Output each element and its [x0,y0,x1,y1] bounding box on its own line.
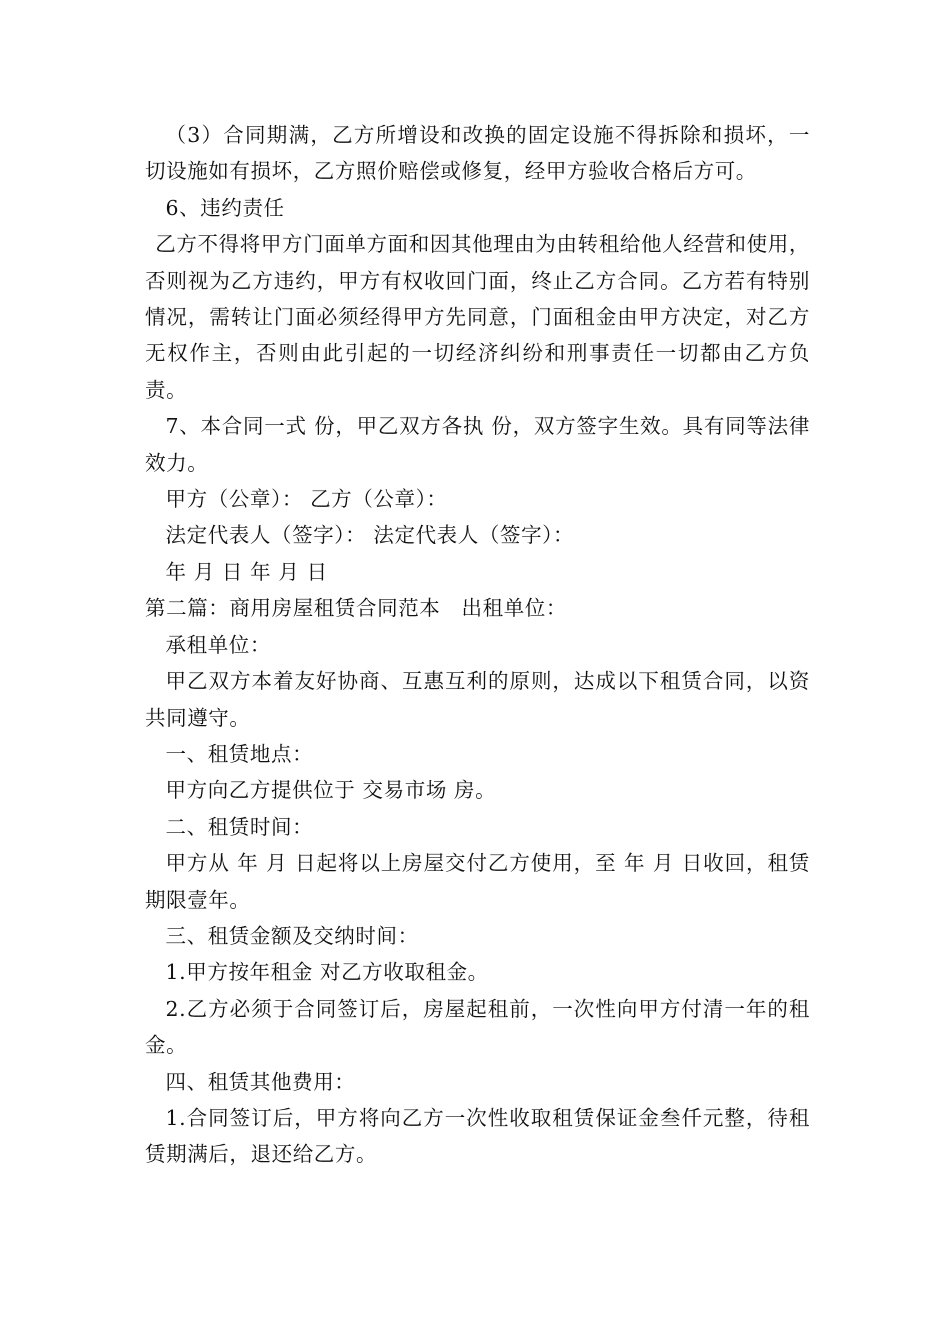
heading-breach-liability: 6、违约责任 [165,195,285,220]
paragraph-rent-item-1: 1.甲方按年租金 对乙方收取租金。 [165,960,489,985]
paragraph-breach-terms: 乙方不得将甲方门面单方面和因其他理由为由转租给他人经营和使用，否则视为乙方违约，甲方有权收回门面，终止乙方合同。乙方若有特别情况，需转让门面必须经得甲方先同意，门面租金由甲方决定，对乙方无权作主，否则由此引起的一切经济纠纷和刑事责任一切都由乙方负责。 [145,232,810,402]
heading-rent-amount: 三、租赁金额及交纳时间： [165,923,419,948]
heading-other-fees: 四、租赁其他费用： [165,1069,356,1094]
paragraph-contract-expiry: （3）合同期满，乙方所增设和改换的固定设施不得拆除和损坏，一切设施如有损坏，乙方照价赔偿或修复，经甲方验收合格后方可。 [145,123,810,184]
paragraph-rent-item-2: 2.乙方必须于合同签订后，房屋起租前，一次性向甲方付清一年的租金。 [145,996,810,1058]
document-body [145,117,810,1173]
section-title-second-contract: 第二篇：商用房屋租赁合同范本 出租单位： [145,596,567,621]
paragraph-lease-period: 甲方从 年 月 日起将以上房屋交付乙方使用，至 年 月 日收回，租赁期限壹年。 [145,851,810,912]
lessee-line: 承租单位： [165,632,271,657]
paragraph-deposit: 1.合同签订后，甲方将向乙方一次性收取租赁保证金叁仟元整，待租赁期满后，退还给乙方。 [145,1105,810,1167]
heading-lease-period: 二、租赁时间： [165,814,314,839]
heading-lease-location: 一、租赁地点： [165,741,314,766]
signature-representative-line: 法定代表人（签字）： 法定代表人（签字）： [165,523,575,548]
paragraph-copies: 7、本合同一式 份，甲乙双方各执 份，双方签字生效。具有同等法律效力。 [145,414,810,475]
signature-seal-line: 甲方（公章）： 乙方（公章）： [165,487,448,512]
paragraph-preamble: 甲乙双方本着友好协商、互惠互利的原则，达成以下租赁合同，以资共同遵守。 [145,669,810,730]
signature-date-line: 年 月 日 年 月 日 [165,559,328,584]
paragraph-lease-location: 甲方向乙方提供位于 交易市场 房。 [165,778,497,803]
